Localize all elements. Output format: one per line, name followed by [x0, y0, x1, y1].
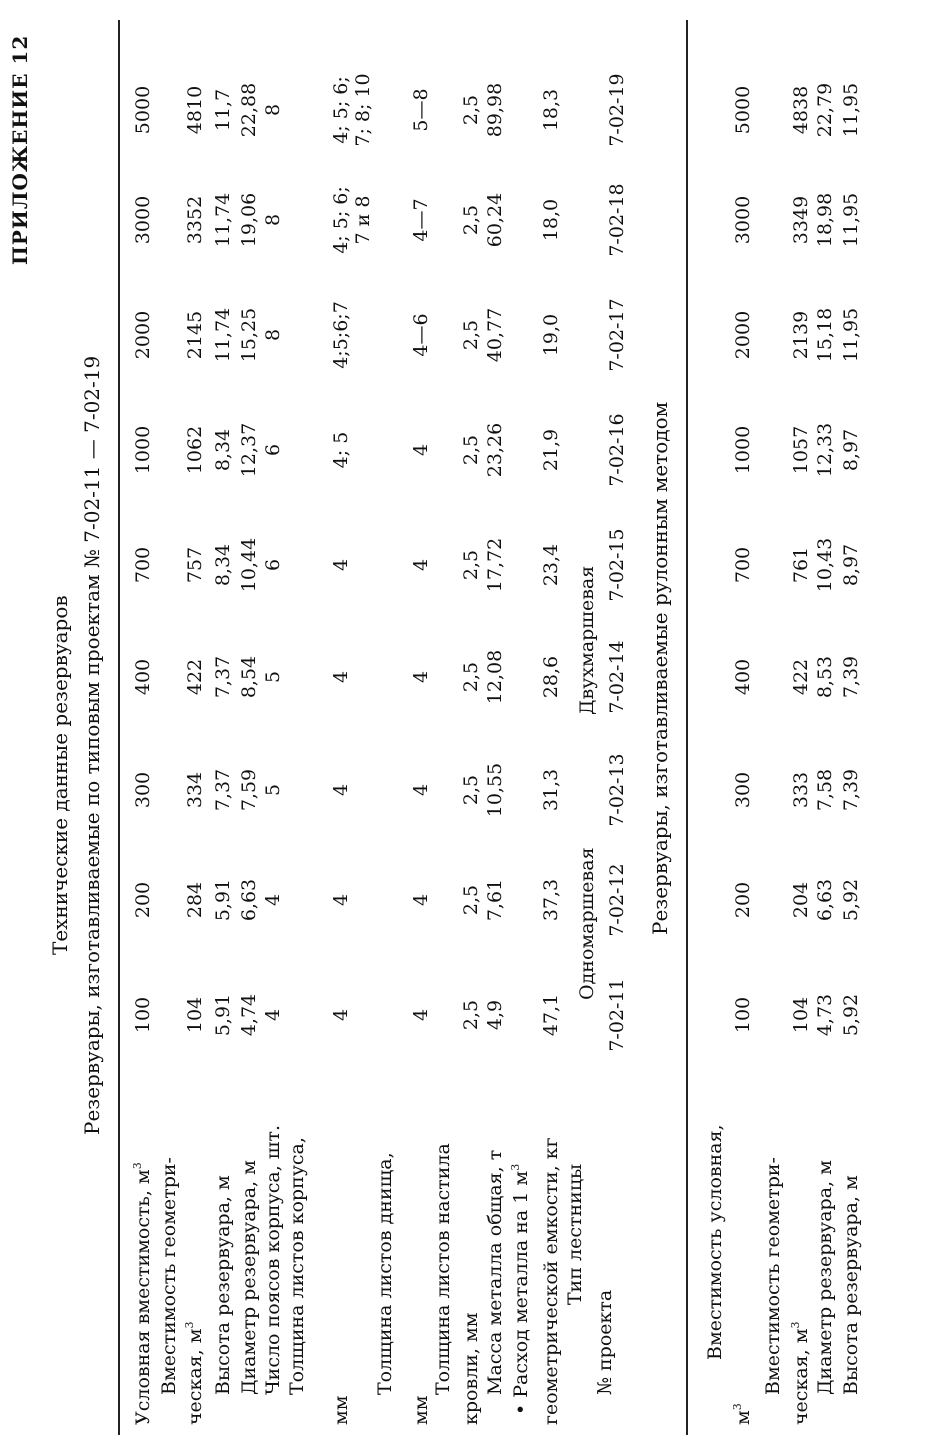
cell-d: 22,88 [238, 82, 260, 138]
cell-h: 11,74 [212, 307, 234, 363]
cell2-d: 22,79 [814, 82, 836, 138]
cell-d: 12,37 [238, 422, 260, 478]
middle-rule [686, 20, 688, 1435]
cell-cap: 100 [132, 996, 154, 1034]
cell2-h: 7,39 [840, 768, 862, 812]
cell-bottom: 4—6 [410, 313, 432, 357]
cell-cons: 28,6 [540, 655, 562, 699]
cell-cap: 400 [132, 658, 154, 696]
cell-belts: 8 [262, 103, 284, 117]
cell-roof: 2,5 [460, 434, 482, 466]
cell-proj: 7-02-14 [606, 640, 628, 714]
cell-bottom: 4 [410, 670, 432, 684]
cell-h: 8,34 [212, 543, 234, 587]
cell-belts: 4 [262, 893, 284, 907]
label-mass: Масса металла общая, т [484, 1149, 506, 1395]
cell-d: 15,25 [238, 307, 260, 363]
cell2-h: 8,97 [840, 543, 862, 587]
cell-geom: 4810 [184, 85, 206, 135]
cell-bottom: 4 [410, 1008, 432, 1022]
cell-roof: 2,5 [460, 204, 482, 236]
cell-belts: 8 [262, 328, 284, 342]
cell2-cap: 2000 [732, 310, 754, 360]
cell-mass: 7,61 [484, 878, 506, 922]
cell-geom: 104 [184, 996, 206, 1034]
cell-cons: 37,3 [540, 878, 562, 922]
cell-bottom: 4 [410, 443, 432, 457]
cell-cap: 700 [132, 546, 154, 584]
table-subtitle: Резервуары, изготавливаемые по типовым проектам № 7-02-11 — 7-02-19 [80, 355, 104, 1135]
label-roof: Толщина листов настила [432, 1143, 454, 1395]
cell-shell: 4; 5; 6; [330, 186, 352, 254]
cell-roof: 2,5 [460, 884, 482, 916]
cell-belts: 6 [262, 558, 284, 572]
cell2-d: 4,73 [814, 993, 836, 1037]
cell-mass: 40,77 [484, 307, 506, 363]
cell-h: 5,91 [212, 878, 234, 922]
cell-proj: 7-02-15 [606, 528, 628, 602]
cell-proj: 7-02-13 [606, 753, 628, 827]
label-shell-2: мм [330, 1395, 352, 1425]
cell-belts: 6 [262, 443, 284, 457]
cell-geom: 757 [184, 546, 206, 584]
cell-proj: 7-02-11 [606, 978, 628, 1052]
label-capacity-conditional: Условная вместимость, $м^3$ [131, 1162, 154, 1425]
label2-capacity-conditional-2: $м^3$ [731, 1403, 754, 1425]
cell-cap: 3000 [132, 195, 154, 245]
cell-bottom: 4 [410, 893, 432, 907]
cell-cons: 19,0 [540, 313, 562, 357]
cell-proj: 7-02-17 [606, 298, 628, 372]
cell-shell2: 7; 8; 10 [352, 73, 374, 147]
cell-proj: 7-02-16 [606, 413, 628, 487]
cell-belts: 5 [262, 670, 284, 684]
cell-cons: 31,3 [540, 768, 562, 812]
cell-shell2: 7 и 8 [352, 195, 374, 245]
cell2-d: 12,33 [814, 422, 836, 478]
cell-proj: 7-02-19 [606, 73, 628, 147]
cell-cap: 1000 [132, 425, 154, 475]
cell-belts: 4 [262, 1008, 284, 1022]
label-consumption: • Расход металла на 1 $м^3$ [509, 1163, 532, 1415]
cell-shell: 4 [330, 783, 352, 797]
cell-cap: 300 [132, 771, 154, 809]
cell-mass: 60,24 [484, 192, 506, 248]
cell-roof: 2,5 [460, 661, 482, 693]
cell-geom: 2145 [184, 310, 206, 360]
cell-belts: 8 [262, 213, 284, 227]
cell2-d: 7,58 [814, 768, 836, 812]
cell-mass: 17,72 [484, 537, 506, 593]
cell-cons: 18,0 [540, 198, 562, 242]
cell-h: 11,7 [212, 88, 234, 132]
label2-capacity-geometric-2: ческая, $м^3$ [789, 1321, 812, 1425]
cell-shell: 4 [330, 1008, 352, 1022]
label-bottom: Толщина листов днища, [374, 1152, 396, 1395]
cell2-h: 8,97 [840, 428, 862, 472]
label-project: № проекта [594, 1289, 616, 1395]
cell-proj: 7-02-18 [606, 183, 628, 257]
cell2-h: 11,95 [840, 307, 862, 363]
cell2-h: 7,39 [840, 655, 862, 699]
cell-cons: 21,9 [540, 428, 562, 472]
appendix-heading: ПРИЛОЖЕНИЕ 12 [8, 34, 32, 265]
cell-cap: 5000 [132, 85, 154, 135]
cell-shell: 4; 5; 6; [330, 76, 352, 144]
ladder-double: Двухмаршевая [576, 565, 598, 715]
cell-mass: 4,9 [484, 999, 506, 1031]
cell-geom: 284 [184, 881, 206, 919]
cell-roof: 2,5 [460, 319, 482, 351]
table2-title: Резервуары, изготавливаемые рулонным методом [648, 401, 672, 935]
cell-geom: 3352 [184, 195, 206, 245]
cell2-h: 11,95 [840, 192, 862, 248]
cell-geom: 422 [184, 658, 206, 696]
cell-cap: 200 [132, 881, 154, 919]
cell2-h: 11,95 [840, 82, 862, 138]
cell2-d: 6,63 [814, 878, 836, 922]
cell2-d: 15,18 [814, 307, 836, 363]
label2-capacity-conditional: Вместимость условная, [704, 1124, 726, 1360]
cell2-d: 18,98 [814, 192, 836, 248]
cell2-d: 10,43 [814, 537, 836, 593]
cell2-geom: 1057 [790, 425, 812, 475]
cell-mass: 23,26 [484, 422, 506, 478]
top-rule [118, 20, 120, 1435]
label-ladder: Тип лестницы [564, 1163, 586, 1305]
cell2-geom: 4838 [790, 85, 812, 135]
cell-d: 8,54 [238, 655, 260, 699]
cell2-cap: 200 [732, 881, 754, 919]
cell-h: 11,74 [212, 192, 234, 248]
cell-shell: 4;5;6;7 [330, 301, 352, 369]
cell-shell: 4; 5 [330, 431, 352, 469]
table-title: Технические данные резервуаров [48, 595, 72, 955]
cell-d: 7,59 [238, 768, 260, 812]
cell2-geom: 104 [790, 996, 812, 1034]
cell-d: 6,63 [238, 878, 260, 922]
cell2-cap: 100 [732, 996, 754, 1034]
cell2-cap: 5000 [732, 85, 754, 135]
cell-proj: 7-02-12 [606, 863, 628, 937]
ladder-single: Одномаршевая [576, 847, 598, 1000]
cell-h: 7,37 [212, 768, 234, 812]
cell-shell: 4 [330, 893, 352, 907]
cell-mass: 12,08 [484, 649, 506, 705]
cell-roof: 2,5 [460, 999, 482, 1031]
cell-geom: 1062 [184, 425, 206, 475]
cell-shell: 4 [330, 558, 352, 572]
cell-h: 8,34 [212, 428, 234, 472]
cell2-h: 5,92 [840, 993, 862, 1037]
cell-d: 10,44 [238, 537, 260, 593]
cell-h: 5,91 [212, 993, 234, 1037]
cell-cons: 47,1 [540, 993, 562, 1037]
cell-shell: 4 [330, 670, 352, 684]
cell-belts: 5 [262, 783, 284, 797]
cell-d: 4,74 [238, 993, 260, 1037]
cell2-cap: 1000 [732, 425, 754, 475]
label2-capacity-geometric: Вместимость геометри- [762, 1157, 784, 1395]
label-belts: Число поясов корпуса, шт. [262, 1124, 284, 1395]
cell-roof: 2,5 [460, 94, 482, 126]
label-diameter: Диаметр резервуара, м [238, 1160, 260, 1395]
label-shell: Толщина листов корпуса, [286, 1137, 308, 1395]
label-capacity-geometric-2: ческая, $м^3$ [183, 1321, 206, 1425]
label-height: Высота резервуара, м [212, 1175, 234, 1395]
cell-cons: 23,4 [540, 543, 562, 587]
cell-bottom: 4 [410, 558, 432, 572]
cell-cap: 2000 [132, 310, 154, 360]
cell2-geom: 204 [790, 881, 812, 919]
cell-h: 7,37 [212, 655, 234, 699]
cell2-cap: 3000 [732, 195, 754, 245]
cell-geom: 334 [184, 771, 206, 809]
label-consumption-2: геометрической емкости, кг [540, 1137, 562, 1425]
cell2-h: 5,92 [840, 878, 862, 922]
cell2-geom: 3349 [790, 195, 812, 245]
cell-d: 19,06 [238, 192, 260, 248]
cell2-cap: 300 [732, 771, 754, 809]
label-capacity-geometric: Вместимость геометри- [158, 1157, 180, 1395]
label-bottom-2: мм [410, 1395, 432, 1425]
label2-diameter: Диаметр резервуара, м [814, 1160, 836, 1395]
label-roof-2: кровли, мм [460, 1312, 482, 1425]
cell2-geom: 761 [790, 546, 812, 584]
cell-roof: 2,5 [460, 549, 482, 581]
cell2-geom: 2139 [790, 310, 812, 360]
cell-mass: 10,55 [484, 762, 506, 818]
cell2-cap: 700 [732, 546, 754, 584]
cell-bottom: 4—7 [410, 198, 432, 242]
cell-bottom: 5—8 [410, 88, 432, 132]
cell-cons: 18,3 [540, 88, 562, 132]
cell2-geom: 422 [790, 658, 812, 696]
cell-mass: 89,98 [484, 82, 506, 138]
label2-height: Высота резервуара, м [840, 1175, 862, 1395]
cell-roof: 2,5 [460, 774, 482, 806]
cell2-cap: 400 [732, 658, 754, 696]
cell2-d: 8,53 [814, 655, 836, 699]
cell2-geom: 333 [790, 771, 812, 809]
cell-bottom: 4 [410, 783, 432, 797]
